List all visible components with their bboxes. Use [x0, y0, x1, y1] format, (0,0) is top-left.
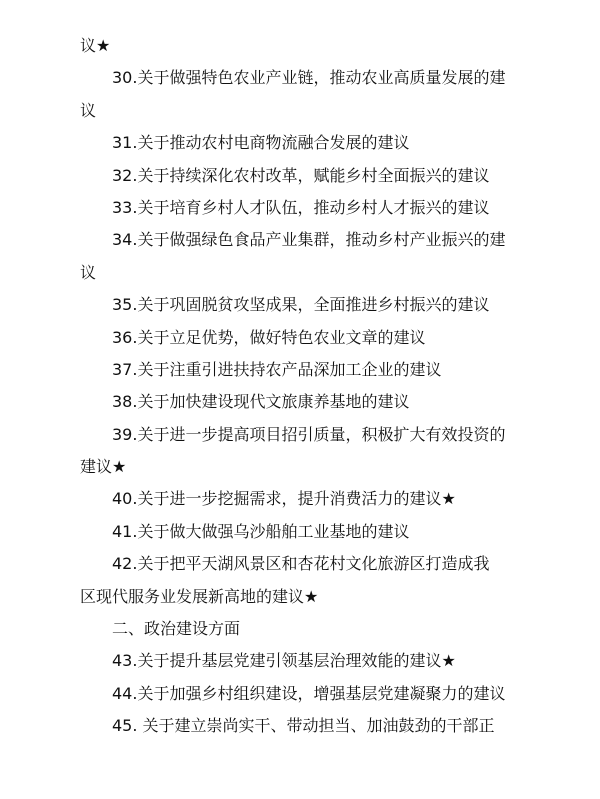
text-line-continuation: 区现代服务业发展新高地的建议★: [80, 586, 319, 606]
document-page: [80, 30, 530, 743]
list-item-35: 35.关于巩固脱贫攻坚成果，全面推进乡村振兴的建议: [112, 295, 490, 315]
list-item-39: 39.关于进一步提高项目招引质量，积极扩大有效投资的: [112, 424, 506, 444]
list-item-41: 41.关于做大做强乌沙船舶工业基地的建议: [112, 521, 410, 541]
text-line-continuation: 议: [80, 262, 97, 282]
list-item-38: 38.关于加快建设现代文旅康养基地的建议: [112, 392, 410, 412]
list-item-30: 30.关于做强特色农业产业链，推动农业高质量发展的建: [112, 68, 506, 88]
list-item-44: 44.关于加强乡村组织建设，增强基层党建凝聚力的建议: [112, 683, 506, 703]
text-line-continuation: 建议★: [80, 457, 127, 477]
text-line-continuation: 议★: [80, 36, 111, 55]
list-item-42: 42.关于把平天湖风景区和杏花村文化旅游区打造成我: [112, 554, 490, 574]
list-item-43: 43.关于提升基层党建引领基层治理效能的建议★: [112, 651, 456, 671]
text-line-continuation: 议: [80, 100, 97, 120]
section-heading: 二、政治建设方面: [112, 619, 241, 639]
list-item-32: 32.关于持续深化农村改革，赋能乡村全面振兴的建议: [112, 165, 490, 185]
list-item-37: 37.关于注重引进扶持农产品深加工企业的建议: [112, 359, 442, 379]
list-item-31: 31.关于推动农村电商物流融合发展的建议: [112, 133, 410, 153]
list-item-36: 36.关于立足优势，做好特色农业文章的建议: [112, 327, 426, 347]
list-item-34: 34.关于做强绿色食品产业集群，推动乡村产业振兴的建: [112, 230, 506, 250]
list-item-45: 45. 关于建立崇尚实干、带动担当、加油鼓劲的干部正: [112, 716, 495, 736]
list-item-40: 40.关于进一步挖掘需求，提升消费活力的建议★: [112, 489, 456, 509]
list-item-33: 33.关于培育乡村人才队伍，推动乡村人才振兴的建议: [112, 197, 490, 217]
